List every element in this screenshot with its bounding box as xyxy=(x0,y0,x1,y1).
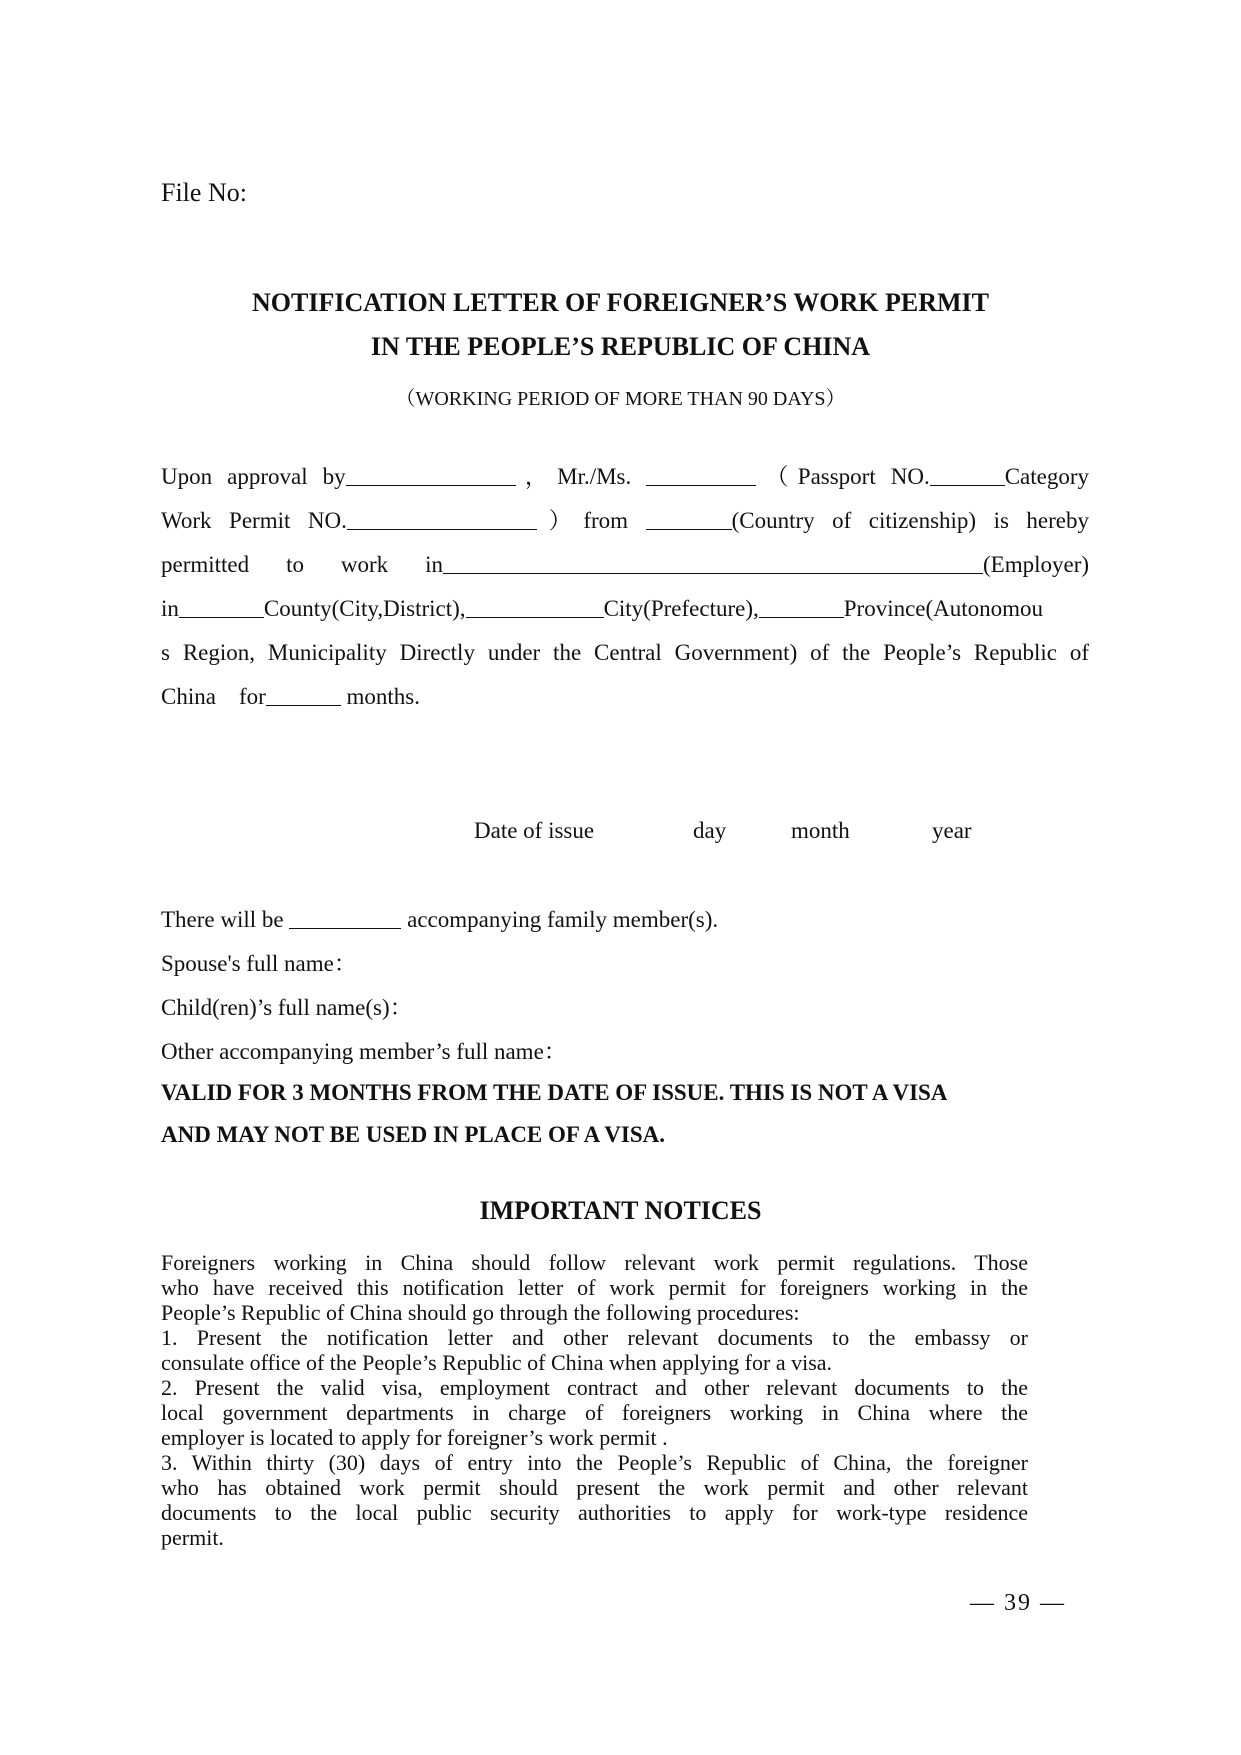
employer-label: (Employer) xyxy=(983,552,1089,577)
category-label: Category xyxy=(1004,464,1089,489)
notices-body xyxy=(161,1250,1028,1550)
body-line-1 xyxy=(161,455,1089,499)
work-word: work xyxy=(340,552,389,577)
in-label: in xyxy=(161,596,179,621)
body-line-4 xyxy=(161,587,1089,631)
passport-blank[interactable] xyxy=(930,459,1005,486)
to-word: to xyxy=(286,552,304,577)
body-line-2 xyxy=(161,499,1089,543)
approval-authority-blank[interactable] xyxy=(346,459,516,486)
notice-line: permit. xyxy=(161,1525,224,1550)
work-permit-no-blank[interactable] xyxy=(347,503,537,530)
months-word: months. xyxy=(346,684,421,709)
employer-blank[interactable] xyxy=(443,547,983,574)
notice-line: who have received this notification letter of work permit for foreigners working in the xyxy=(161,1275,1028,1300)
subtitle: （WORKING PERIOD OF MORE THAN 90 DAYS） xyxy=(395,388,846,410)
notice-line: local government departments in charge of foreigners working in China where the xyxy=(161,1400,1028,1425)
notice-line: Foreigners working in China should follow relevant work permit regulations. Those xyxy=(161,1250,1028,1275)
approval-label: Upon approval by xyxy=(161,464,346,489)
in-word: in xyxy=(425,552,444,577)
validity-line-1: VALID FOR 3 MONTHS FROM THE DATE OF ISSUE. THIS IS NOT A VISA xyxy=(161,1080,948,1105)
page-number: — 39 — xyxy=(970,1590,1066,1616)
date-of-issue-label: Date of issue xyxy=(474,818,595,843)
china-word: China xyxy=(161,684,216,709)
children-name-label: Child(ren)’s full name(s)： xyxy=(161,995,413,1020)
city-label: City(Prefecture), xyxy=(603,596,759,621)
body-line-5: s Region, Municipality Directly under the Central Government) of the People’s Republic of xyxy=(161,640,1089,665)
for-word: for xyxy=(238,684,266,709)
permit-body xyxy=(161,455,1089,719)
notice-line: 1. Present the notification letter and other relevant documents to the embassy or xyxy=(161,1325,1028,1350)
county-blank[interactable] xyxy=(179,591,264,618)
spouse-name-label: Spouse's full name： xyxy=(161,951,357,976)
province-blank[interactable] xyxy=(759,591,844,618)
country-blank[interactable] xyxy=(646,503,732,530)
permitted-word: permitted xyxy=(161,552,250,577)
other-member-label: Other accompanying member’s full name： xyxy=(161,1039,567,1064)
months-blank[interactable] xyxy=(266,679,341,706)
city-blank[interactable] xyxy=(466,591,604,618)
notice-line: People’s Republic of China should go through the following procedures: xyxy=(161,1300,800,1325)
date-day-label: day xyxy=(693,818,727,843)
notice-line: 3. Within thirty (30) days of entry into the People’s Republic of China, the foreigner xyxy=(161,1450,1028,1475)
notice-line: employer is located to apply for foreigner’s work permit . xyxy=(161,1425,668,1450)
passport-label: （Passport NO. xyxy=(756,464,930,489)
validity-warning xyxy=(161,1072,947,1156)
date-year-label: year xyxy=(932,818,972,843)
validity-line-2: AND MAY NOT BE USED IN PLACE OF A VISA. xyxy=(161,1122,665,1147)
citizenship-label: (Country of citizenship) is hereby xyxy=(731,508,1089,533)
notice-line: documents to the local public security authorities to apply for work-type residence xyxy=(161,1500,1028,1525)
file-no-label: File No: xyxy=(161,178,247,207)
date-month-label: month xyxy=(791,818,850,843)
title-line-2: IN THE PEOPLE’S REPUBLIC OF CHINA xyxy=(370,332,871,361)
province-label: Province(Autonomou xyxy=(843,596,1044,621)
from-label: ）from xyxy=(536,508,629,533)
family-count-suffix: accompanying family member(s). xyxy=(407,907,719,932)
mr-ms-label: ，Mr./Ms. xyxy=(515,464,632,489)
title-line-1: NOTIFICATION LETTER OF FOREIGNER’S WORK PERMIT xyxy=(251,288,989,317)
body-line-6 xyxy=(161,675,1089,719)
notice-line: 2. Present the valid visa, employment contract and other relevant documents to the xyxy=(161,1375,1028,1400)
body-line-3 xyxy=(161,543,1089,587)
notice-line: who has obtained work permit should present the work permit and other relevant xyxy=(161,1475,1028,1500)
county-label: County(City,District), xyxy=(263,596,466,621)
family-section xyxy=(161,898,718,1074)
family-count-blank[interactable] xyxy=(289,902,401,929)
notice-line: consulate office of the People’s Republic of China when applying for a visa. xyxy=(161,1350,833,1375)
work-permit-no-label: Work Permit NO. xyxy=(161,508,347,533)
notices-title: IMPORTANT NOTICES xyxy=(479,1196,762,1225)
family-count-line xyxy=(161,898,718,942)
name-blank[interactable] xyxy=(646,459,756,486)
family-count-label: There will be xyxy=(161,907,284,932)
